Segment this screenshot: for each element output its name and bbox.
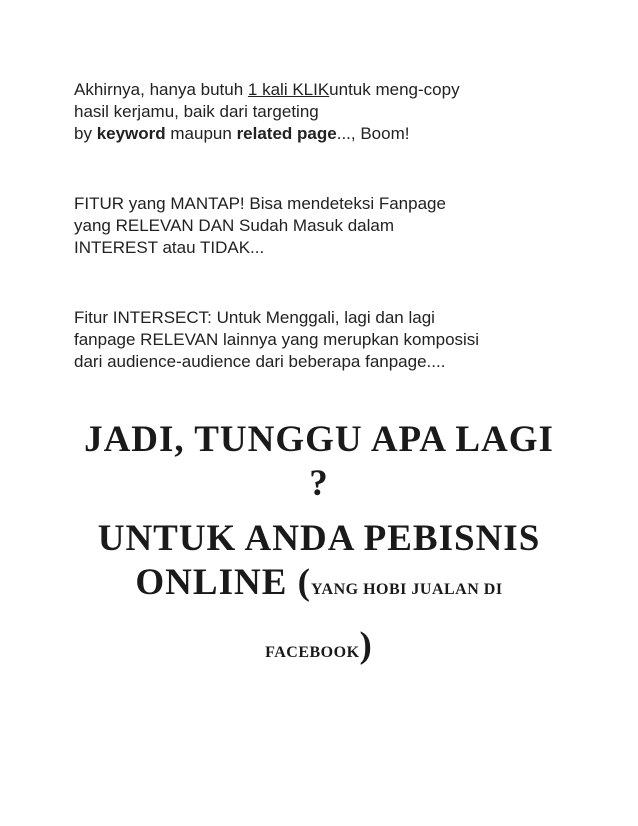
paragraph-line: yang RELEVAN DAN Sudah Masuk dalam <box>74 216 395 235</box>
heading-small-caps-text: YANG HOBI JUALAN DI <box>310 581 503 598</box>
paragraph-line: hasil kerjamu, baik dari targeting <box>74 102 319 121</box>
paragraph-line: INTEREST atau TIDAK... <box>74 238 265 257</box>
paragraph-line <box>74 123 574 145</box>
heading-large-text: ) <box>359 625 373 666</box>
bold-keyword: keyword <box>96 124 166 143</box>
paragraph-line: Fitur INTERSECT: Untuk Menggali, lagi dan lagi <box>74 308 435 327</box>
paragraph-line: fanpage RELEVAN lainnya yang merupkan komposisi <box>74 330 480 349</box>
paragraph-feature-intersect <box>74 307 574 373</box>
text-segment: by <box>74 124 97 143</box>
heading-line <box>40 561 598 612</box>
heading-large-text: ONLINE ( <box>135 562 311 603</box>
paragraph-one-click-copy <box>74 79 574 145</box>
heading-small-caps-text: FACEBOOK <box>265 644 360 661</box>
bold-related-page: related page <box>236 124 337 143</box>
heading-line <box>40 626 598 673</box>
paragraph-line <box>74 79 574 101</box>
paragraph-line: dari audience-audience dari beberapa fanpage.... <box>74 352 446 371</box>
one-click-link[interactable]: 1 kali KLIK <box>247 80 330 99</box>
text-segment: untuk meng-copy <box>329 80 460 99</box>
text-segment: maupun <box>165 124 237 143</box>
paragraph-line: FITUR yang MANTAP! Bisa mendeteksi Fanpage <box>74 194 446 213</box>
heading-line: ? <box>309 463 329 504</box>
heading-line: JADI, TUNGGU APA LAGI <box>84 419 554 460</box>
paragraph-feature-detect <box>74 193 574 259</box>
heading-line: UNTUK ANDA PEBISNIS <box>97 518 541 559</box>
text-segment: Akhirnya, hanya butuh <box>74 80 248 99</box>
text-segment: ..., Boom! <box>336 124 410 143</box>
heading-call-to-action <box>40 418 598 506</box>
heading-target-audience <box>40 517 598 673</box>
